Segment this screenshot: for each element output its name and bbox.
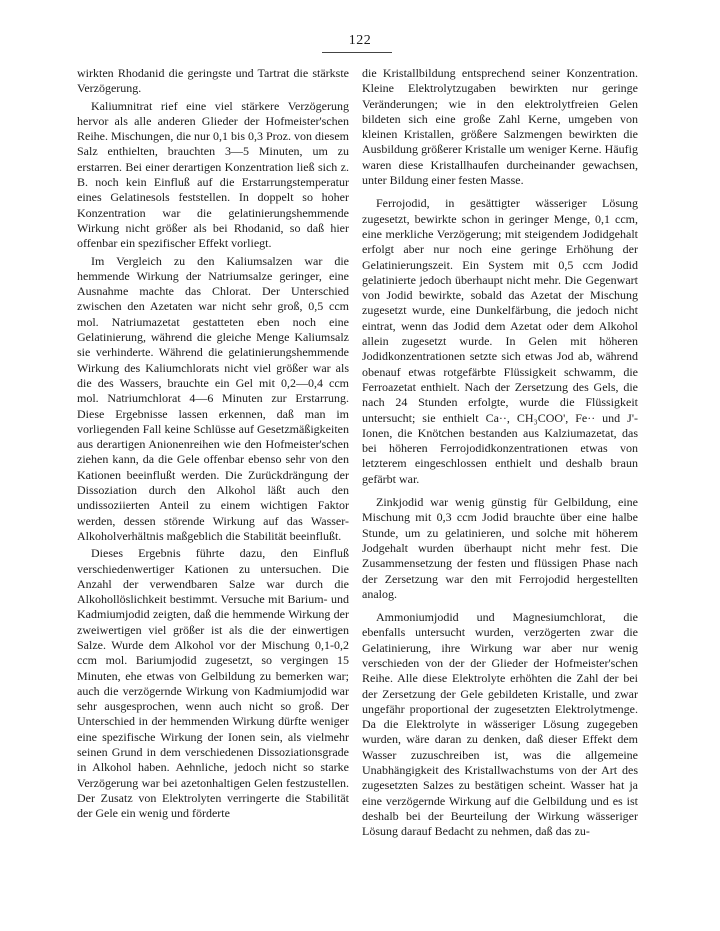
right-paragraph-2: Ferrojodid, in gesättigter wässeriger Lösung zugesetzt, bewirkte schon in geringer Menge, 0,1 ccm, eine merkliche Verzögerung; mit steigendem Jodidgehalt erfolgt aber nur noch eine geringe Erhöhung der Gelatinierungszeit. Ein System mit 0,5 ccm Jodid gelatinierte jedoch überhaupt nicht mehr. Die Gegenwart von Jodid bewirkte, sobald das Azetat der Mischung zugesetzt wurde, eine Dunkelfärbung, die jedoch nicht eintrat, wenn das Jodid dem Azetat oder dem Alkohol allein zugesetzt wurde. In Gelen mit höheren Jodidkonzentrationen setzte sich etwas Jod ab, während obenauf etwas rotgefärbte Flüssigkeit schwamm, die Ferroazetat enthielt. Nach der Zersetzung des Gels, die nach 24 Stunden erfolgte, wurde die Flüssigkeit untersucht; sie enthielt Ca··, CH₃COO', Fe·· und J'-Ionen, die Knötchen bestanden aus Kalziumazetat, das bei höheren Ferrojodidkonzentrationen etwas von letzterem eingeschlossen enthielt und deshalb braun gefärbt war.	[362, 196, 638, 486]
right-paragraph-4: Ammoniumjodid und Magnesiumchlorat, die ebenfalls untersucht wurden, verzögerten zwar die Gelatinierung, ihre Wirkung war aber nur wenig verschieden von der der Glieder der Hofmeister'schen Reihe. Alle diese Elektrolyte erhöhten die Zahl der bei der Zersetzung der Gele gebildeten Kristalle, und zwar ungefähr proportional der zugesetzten Elektrolytmenge. Da die Elektrolyte in wässeriger Lösung zugegeben wurden, wäre daran zu denken, daß dieser Effekt dem Wasser zuzuschreiben ist, was die allgemeine Unabhängigkeit des Kristallwachstums von der Art des zugesetzten Salzes zu bestätigen scheint. Wasser hat ja eine verzögernde Wirkung auf die Gelbildung und es ist deshalb bei der Beurteilung der Wirkung wässeriger Lösung darauf Bedacht zu nehmen, daß das zu-	[362, 610, 638, 839]
left-paragraph-3: Im Vergleich zu den Kaliumsalzen war die hemmende Wirkung der Natriumsalze geringer, eine Ausnahme machte das Chlorat. Der Unterschied zwischen den Azetaten war nicht sehr groß, 0,5 ccm mol. Natriumazetat gestatteten eben noch eine Gelatinierung, während die gleiche Menge Kaliumsalz sie verhinderte. Während die gelatinierungshemmende Wirkung des Kaliumchlorats nicht viel größer war als die des Wassers, brauchte ein Gel mit 0,2—0,4 ccm mol. Natriumchlorat 4—6 Minuten zur Erstarrung. Diese Ergebnisse lassen erkennen, daß man im vorliegenden Fall keine Schlüsse auf Gesetzmäßigkeiten aus derartigen Anionenreihen wie den Hofmeister'schen ziehen kann, da die Gele offenbar ebenso sehr von den Kationen beeinflußt werden. Die Zurückdrängung der Dissoziation durch den Alkohol läßt auch den undissoziierten Anteil zu einem wichtigen Faktor werden, dessen störende Wirkung auf das Wasser-Alkoholverhältnis maßgeblich die Stabilität beeinflußt.	[77, 253, 349, 543]
right-paragraph-3: Zinkjodid war wenig günstig für Gelbildung, eine Mischung mit 0,3 ccm Jodid brauchte über eine halbe Stunde, um zu gelatinieren, und solche mit höherem Jodgehalt wurden überhaupt nicht mehr fest. Die Zusammensetzung der festen und flüssigen Phase nach der Zersetzung war den mit Ferrojodid hergestellten analog.	[362, 495, 638, 601]
left-paragraph-2: Kaliumnitrat rief eine viel stärkere Verzögerung hervor als alle anderen Glieder der Hofmeister'schen Reihe. Mischungen, die nur 0,1 bis 0,3 Proz. von diesem Salz enthielten, brauchten 3—5 Minuten, um zu erstarren. Bei einer derartigen Konzentration ließ sich z. B. noch kein Einfluß auf die Erstarrungstemperatur eines Gelatinesols feststellen. In doppelt so hoher Konzentration war die gelatinierungshemmende Wirkung nicht größer als bei Rhodanid, so daß hier offenbar ein spezifischer Effekt vorliegt.	[77, 98, 349, 251]
left-column	[77, 66, 349, 822]
right-column	[362, 66, 638, 840]
left-paragraph-4: Dieses Ergebnis führte dazu, den Einfluß verschiedenwertiger Kationen zu untersuchen. Die Anzahl der verwendbaren Salze war durch die Alkohollöslichkeit bestimmt. Versuche mit Barium- und Kadmiumjodid zeigten, daß die hemmende Wirkung der zweiwertigen viel größer ist als die der einwertigen Salze. Wurde dem Alkohol vor der Mischung 0,1-0,2 ccm mol. Bariumjodid zugesetzt, so vergingen 15 Minuten, ehe etwas von Gelbildung zu bemerken war; auch die verzögernde Wirkung von Kadmiumjodid war sehr ausgesprochen, wenn auch nicht so groß. Der Unterschied in der hemmenden Wirkung dürfte weniger eine spezifische Wirkung der Ionen sein, als vielmehr seinen Grund in dem verschiedenen Dissoziationsgrade in Alkohol haben. Aehnliche, jedoch nicht so starke Verzögerung war bei azetonhaltigen Gelen festzustellen. Der Zusatz von Elektrolyten verringerte die Stabilität der Gele ein wenig und förderte	[77, 546, 349, 821]
page-number: 122	[348, 33, 372, 48]
header-rule	[322, 52, 392, 53]
right-paragraph-1: die Kristallbildung entsprechend seiner Konzentration. Kleine Elektrolytzugaben bewirkten nur geringe Veränderungen; wie in den elektrolytfreien Gelen bildeten sich eine große Zahl Kerne, umgeben von kleinen Kristallen, größere Salzmengen bewirkten die Ausbildung größerer Kristalle um weniger Kerne. Häufig waren diese Kristallhaufen durcheinander gewachsen, unter Bildung einer festen Masse.	[362, 66, 638, 188]
left-paragraph-1: wirkten Rhodanid die geringste und Tartrat die stärkste Verzögerung.	[77, 66, 349, 96]
